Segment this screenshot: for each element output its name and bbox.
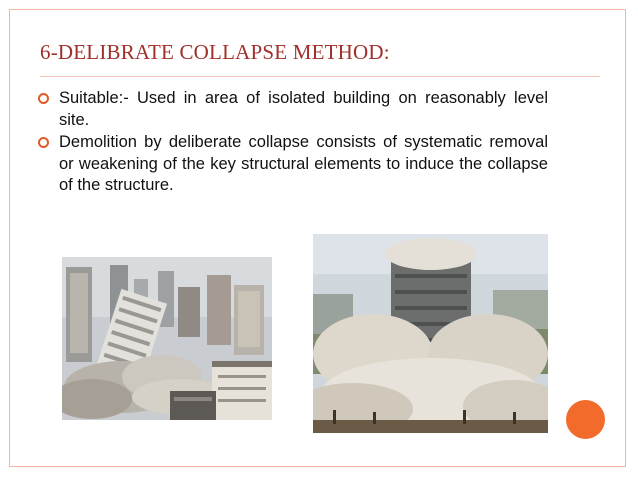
bullet-item-suitable [38,88,548,131]
slide-title: 6-DELIBRATE COLLAPSE METHOD: [40,40,390,64]
bullet-item-demolition [38,132,548,197]
title-divider [40,76,600,77]
bullet-list [38,88,548,198]
collapse-photo-left [62,257,272,420]
hollow-circle-bullet-icon [38,93,49,104]
accent-circle [566,400,605,439]
collapse-photo-right [313,234,548,433]
bullet-text: Suitable:- Used in area of isolated building on reasonably level site. [59,89,548,129]
bullet-text: Demolition by deliberate collapse consists of systematic removal or weakening of the key structural elements to induce the collapse of the structure. [59,133,548,194]
hollow-circle-bullet-icon [38,137,49,148]
